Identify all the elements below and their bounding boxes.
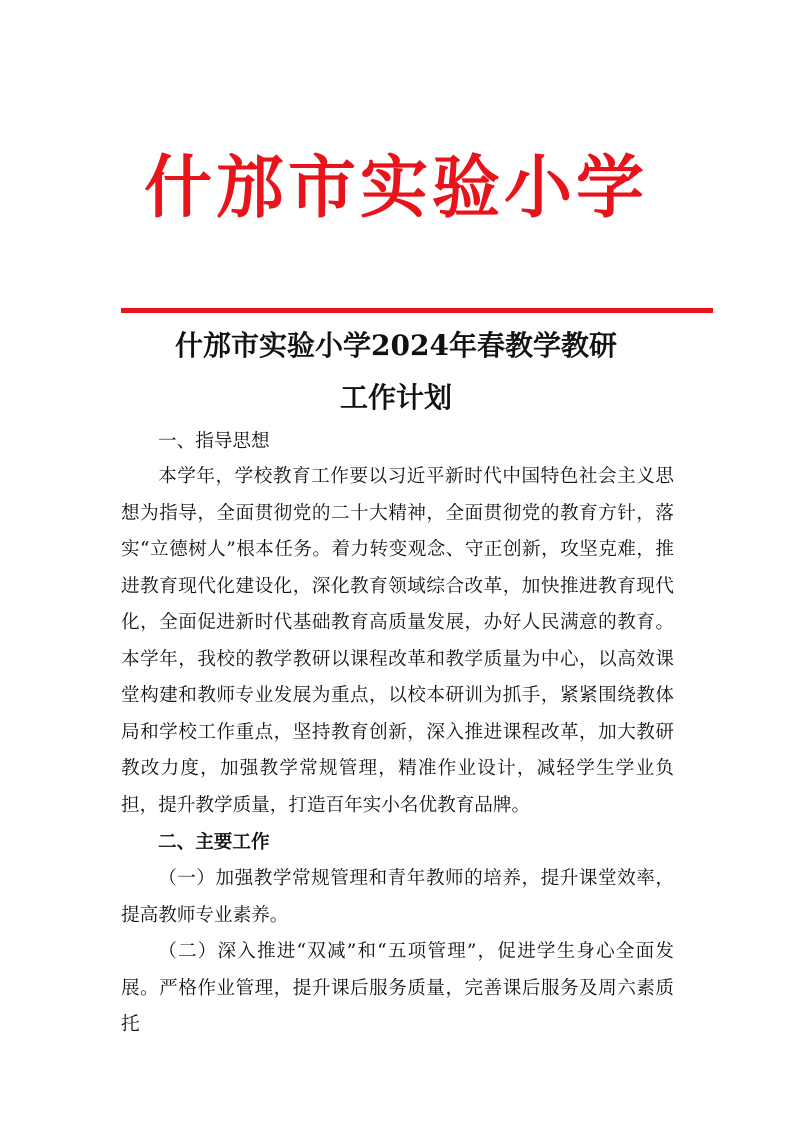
document-title-line2: 工作计划 [339,381,452,414]
section2-heading: 二、主要工作 [158,832,270,853]
section1-paragraph: 本学年，学校教育工作要以习近平新时代中国特色社会主义思想为指导，全面贯彻党的二十大精神，全面贯彻党的教育方针，落实“立德树人”根本任务。着力转变观念、守正创新，攻坚克难，推进教育现代化建设化，深化教育领域综合改革，加快推进教育现代化，全面促进新时代基础教育高质量发展，办好人民满意的教育。本学年，我校的教学教研以课程改革和教学质量为中心，以高效课堂构建和教师专业发展为重点，以校本研训为抓手，紧紧围绕教体局和学校工作重点，坚持教育创新，深入推进课程改革，加大教研教改力度，加强教学常规管理，精准作业设计，减轻学生学业负担，提升教学质量，打造百年实小名优教育品牌。 [121,466,674,816]
section2-item2: （二）深入推进“双减”和“五项管理”，促进学生身心全面发展。严格作业管理，提升课后服务质量，完善课后服务及周六素质托 [121,941,674,1035]
section1-heading: 一、指导思想 [158,431,270,452]
section1-body [121,459,674,824]
red-divider-rule [121,308,713,313]
section2-item1: （一）加强教学常规管理和青年教师的培养，提升课堂效率，提高教师专业素养。 [121,868,674,926]
section2-item1-block [121,861,674,934]
document-title-line1: 什邡市实验小学2024年春教学教研 [175,329,617,362]
section2-item2-block [121,934,674,1044]
masthead-school-name: 什邡市实验小学 [143,148,648,228]
